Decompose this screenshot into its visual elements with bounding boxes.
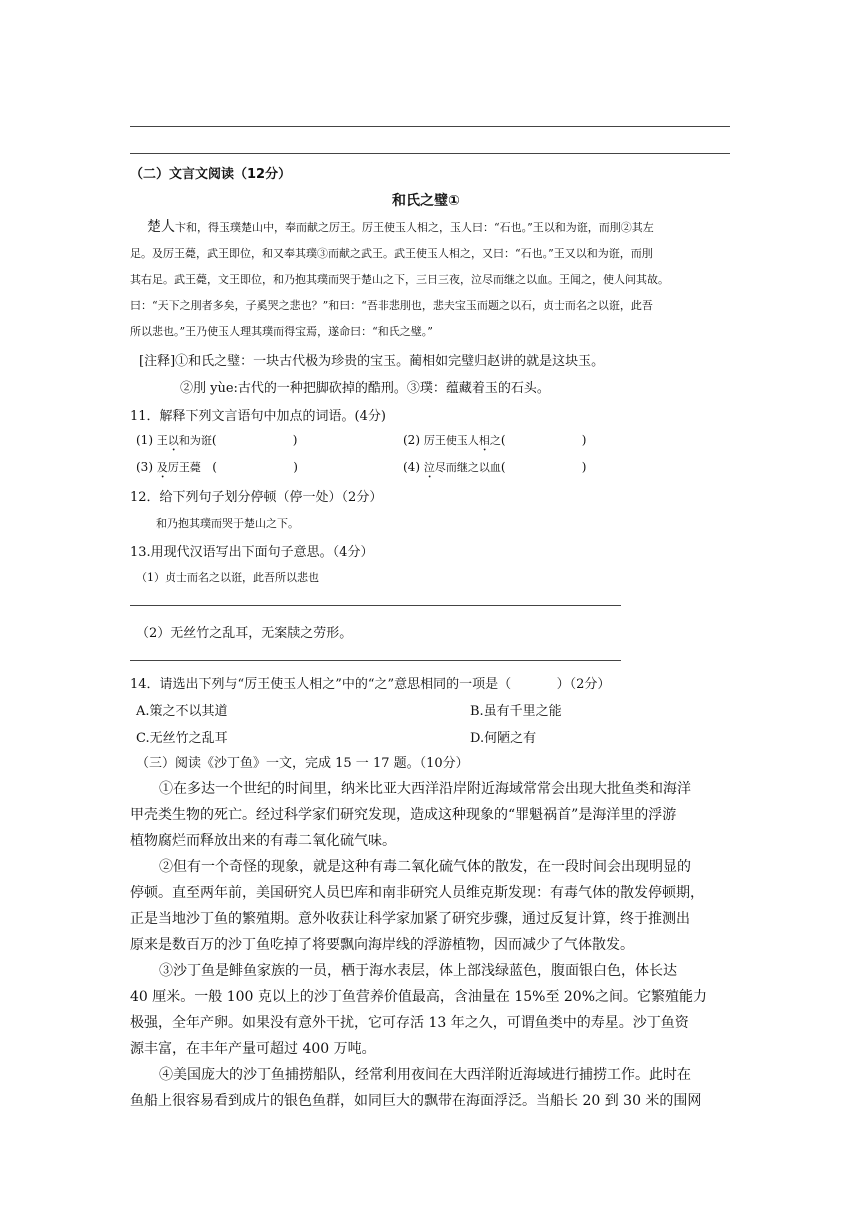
answer-line	[130, 126, 730, 127]
passage-line: 足。及厉王薨，武王即位，和又奉其璞③而献之武王。武王使玉人相之，又曰：“石也。”王又以和为诳，而刖	[130, 247, 653, 260]
annotation-note: [注释]①和氏之璧：一块古代极为珍贵的宝玉。蔺相如完璧归赵讲的就是这块玉。	[139, 354, 605, 369]
dotted-word: 相	[478, 434, 490, 447]
article-line: ②但有一个奇怪的现象，就是这种有毒二氧化硫气体的散发，在一段时间会出现明显的	[159, 859, 691, 875]
option-c[interactable]: C.无丝竹之乱耳	[136, 731, 228, 746]
q11-item-2: (2) 厉王使玉人相之( )	[403, 433, 587, 447]
dotted-word: 泣	[423, 461, 435, 474]
article-line: 极强，全年产卵。如果没有意外干扰，它可存活 13 年之久，可谓鱼类中的寿星。沙丁鱼资	[130, 1015, 689, 1031]
q13-sentence-2: （2）无丝竹之乱耳，无案牍之劳形。	[136, 626, 353, 641]
option-a[interactable]: A.策之不以其道	[136, 704, 228, 719]
passage-opening: 楚人	[147, 219, 175, 235]
article-line: 40 厘米。一般 100 克以上的沙丁鱼营养价值最高，含油量在 15%至 20%之间。它繁殖能力	[130, 989, 708, 1005]
question-13-stem: 13.用现代汉语写出下面句子意思。（4分）	[130, 545, 374, 560]
answer-blank[interactable]: ( )	[500, 460, 587, 474]
dotted-word: 以	[167, 434, 179, 447]
answer-line[interactable]	[130, 605, 621, 606]
answer-blank[interactable]: ( )	[211, 433, 298, 447]
passage-text: 卞和，得玉璞楚山中，奉而献之厉王。厉王使玉人相之，玉人曰：“石也。”王以和为诳，而刖②其左	[175, 221, 654, 234]
q11-item-3: (3) 及厉王薨 ( )	[136, 460, 298, 474]
passage-line: 所以悲也。”王乃使玉人理其璞而得宝焉，遂命曰：“和氏之璧。”	[130, 325, 433, 338]
option-d[interactable]: D.何陋之有	[470, 731, 537, 746]
q13-sentence-1: （1）贞士而名之以诳，此吾所以悲也	[136, 571, 319, 584]
passage-title: 和氏之璧①	[392, 193, 460, 209]
section-heading: （二）文言文阅读（12分）	[130, 167, 292, 182]
article-line: 鱼船上很容易看到成片的银色鱼群，如同巨大的飘带在海面浮泛。当船长 20 到 30 米的围网	[130, 1093, 702, 1109]
q11-item-1: (1) 王以和为诳( )	[136, 433, 298, 447]
article-line: 植物腐烂而释放出来的有毒二氧化硫气味。	[130, 833, 396, 849]
article-line: 停顿。直至两年前，美国研究人员巴库和南非研究人员维克斯发现：有毒气体的散发停顿期，	[130, 885, 704, 901]
option-b[interactable]: B.虽有千里之能	[470, 704, 562, 719]
article-line: 正是当地沙丁鱼的繁殖期。意外收获让科学家加紧了研究步骤，通过反复计算，终于推测出	[130, 911, 690, 927]
q12-sentence[interactable]: 和乃抱其璞而哭于楚山之下。	[156, 517, 299, 530]
question-14-stem: 14．请选出下列与“厉王使玉人相之”中的“之”意思相同的一项是（ ）（2分）	[130, 677, 611, 692]
article-line: 甲壳类生物的死亡。经过科学家们研究发现，造成这种现象的“罪魁祸首”是海洋里的浮游	[130, 807, 677, 823]
passage-line: 其右足。武王薨，文王即位，和乃抱其璞而哭于楚山之下，三日三夜，泣尽而继之以血。王闻之，使人问其故。	[130, 273, 669, 286]
article-line: ④美国庞大的沙丁鱼捕捞船队，经常利用夜间在大西洋附近海域进行捕捞工作。此时在	[159, 1067, 691, 1083]
annotation-note: ②刖 yùe:古代的一种把脚砍掉的酷刑。③璞：蕴藏着玉的石头。	[180, 381, 550, 396]
article-line: ①在多达一个世纪的时间里，纳米比亚大西洋沿岸附近海域常常会出现大批鱼类和海洋	[159, 781, 691, 797]
article-line: 源丰富，在丰年产量可超过 400 万吨。	[130, 1041, 376, 1057]
article-line: ③沙丁鱼是鲱鱼家族的一员，栖于海水表层，体上部浅绿蓝色，腹面银白色，体长达	[159, 963, 677, 979]
dotted-word: 及	[156, 461, 168, 474]
passage-line: 曰：“天下之刖者多矣，子奚哭之悲也？”和曰：“吾非悲刖也，悲夫宝玉而题之以石，贞士而名之以诳，此吾	[130, 299, 653, 312]
answer-line[interactable]	[130, 660, 621, 661]
question-11-stem: 11．解释下列文言语句中加点的词语。(4分)	[130, 409, 386, 424]
question-12-stem: 12．给下列句子划分停顿（停一处）（2分）	[130, 490, 383, 505]
section-3-heading: （三）阅读《沙丁鱼》一文，完成 15 一 17 题。（10分）	[136, 756, 469, 771]
answer-blank[interactable]: ( )	[212, 460, 298, 474]
answer-line	[130, 153, 730, 154]
q11-item-4: (4) 泣尽而继之以血( )	[403, 460, 587, 474]
answer-blank[interactable]: ( )	[500, 433, 587, 447]
passage-line	[147, 216, 654, 236]
article-line: 原来是数百万的沙丁鱼吃掉了将要飘向海岸线的浮游植物，因而减少了气体散发。	[130, 937, 634, 953]
